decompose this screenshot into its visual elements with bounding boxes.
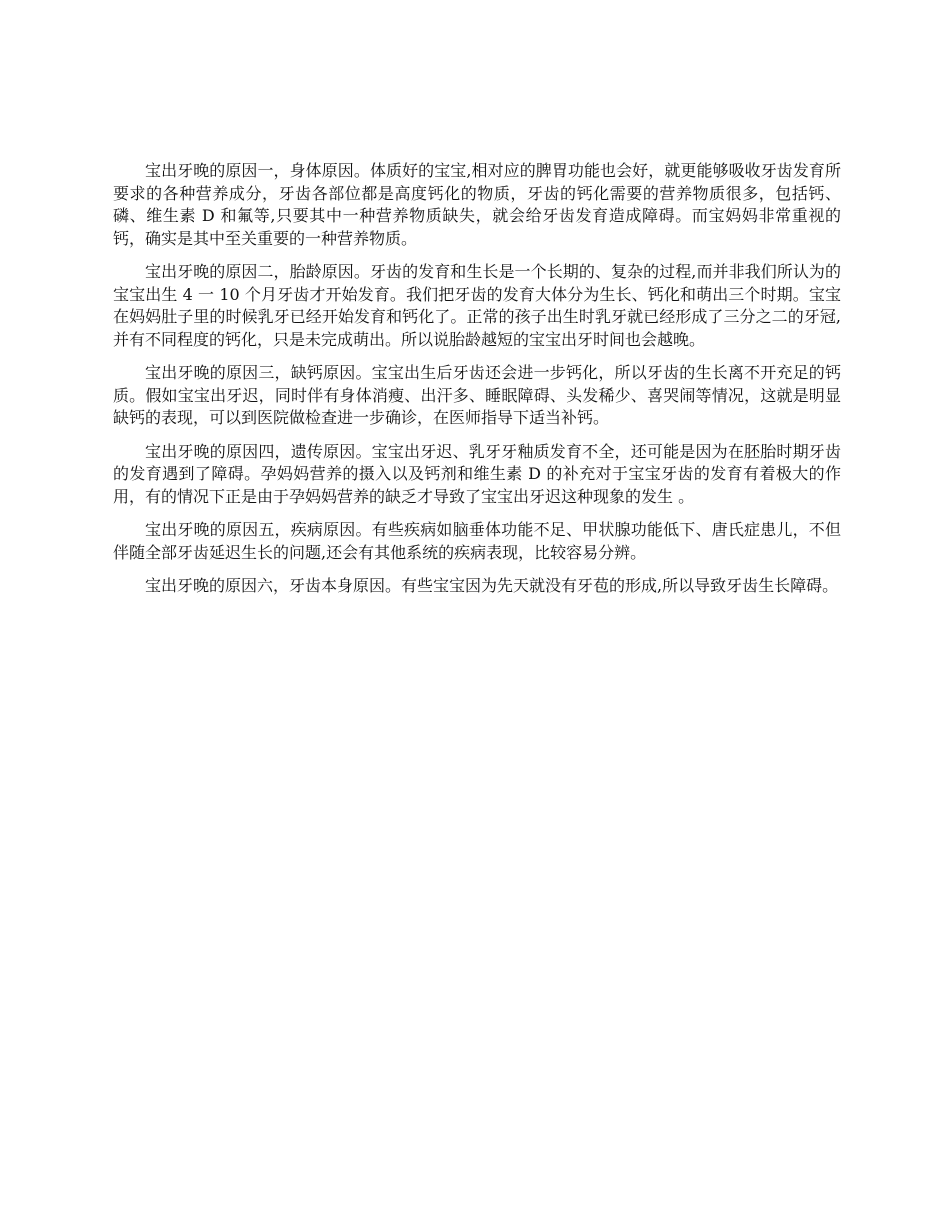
paragraph-cause-1: 宝出牙晚的原因一，身体原因。体质好的宝宝,相对应的脾胃功能也会好，就更能够吸收牙齿发育所要求的各种营养成分，牙齿各部位都是高度钙化的物质，牙齿的钙化需要的营养物质很多，包括钙、磷、维生素 D 和氟等,只要其中一种营养物质缺失，就会给牙齿发育造成障碍。而宝妈妈非常重视的钙，确实是其中至关重要的一种营养物质。 <box>113 161 841 248</box>
paragraph-cause-2: 宝出牙晚的原因二，胎龄原因。牙齿的发育和生长是一个长期的、复杂的过程,而并非我们所认为的宝宝出生 4 一 10 个月牙齿才开始发育。我们把牙齿的发育大体分为生长、钙化和萌出三个时期。宝宝在妈妈肚子里的时候乳牙已经开始发育和钙化了。正常的孩子出生时乳牙就已经形成了三分之二的牙冠,并有不同程度的钙化，只是未完成萌出。所以说胎龄越短的宝宝出牙时间也会越晚。 <box>113 262 841 349</box>
paragraph-cause-5: 宝出牙晚的原因五，疾病原因。有些疾病如脑垂体功能不足、甲状腺功能低下、唐氏症患儿，不但伴随全部牙齿延迟生长的问题,还会有其他系统的疾病表现，比较容易分辨。 <box>113 520 841 562</box>
paragraph-cause-3: 宝出牙晚的原因三，缺钙原因。宝宝出生后牙齿还会进一步钙化，所以牙齿的生长离不开充足的钙质。假如宝宝出牙迟，同时伴有身体消瘦、出汗多、睡眠障碍、头发稀少、喜哭闹等情况，这就是明显缺钙的表现，可以到医院做检查进一步确诊，在医师指导下适当补钙。 <box>113 363 841 427</box>
paragraph-cause-6: 宝出牙晚的原因六，牙齿本身原因。有些宝宝因为先天就没有牙苞的形成,所以导致牙齿生长障碍。 <box>145 576 839 595</box>
document-body <box>113 160 841 609</box>
paragraph-cause-4: 宝出牙晚的原因四，遗传原因。宝宝出牙迟、乳牙牙釉质发育不全，还可能是因为在胚胎时期牙齿的发育遇到了障碍。孕妈妈营养的摄入以及钙剂和维生素 D 的补充对于宝宝牙齿的发育有着极大的作用，有的情况下正是由于孕妈妈营养的缺乏才导致了宝宝出牙迟这种现象的发生 。 <box>113 441 841 506</box>
